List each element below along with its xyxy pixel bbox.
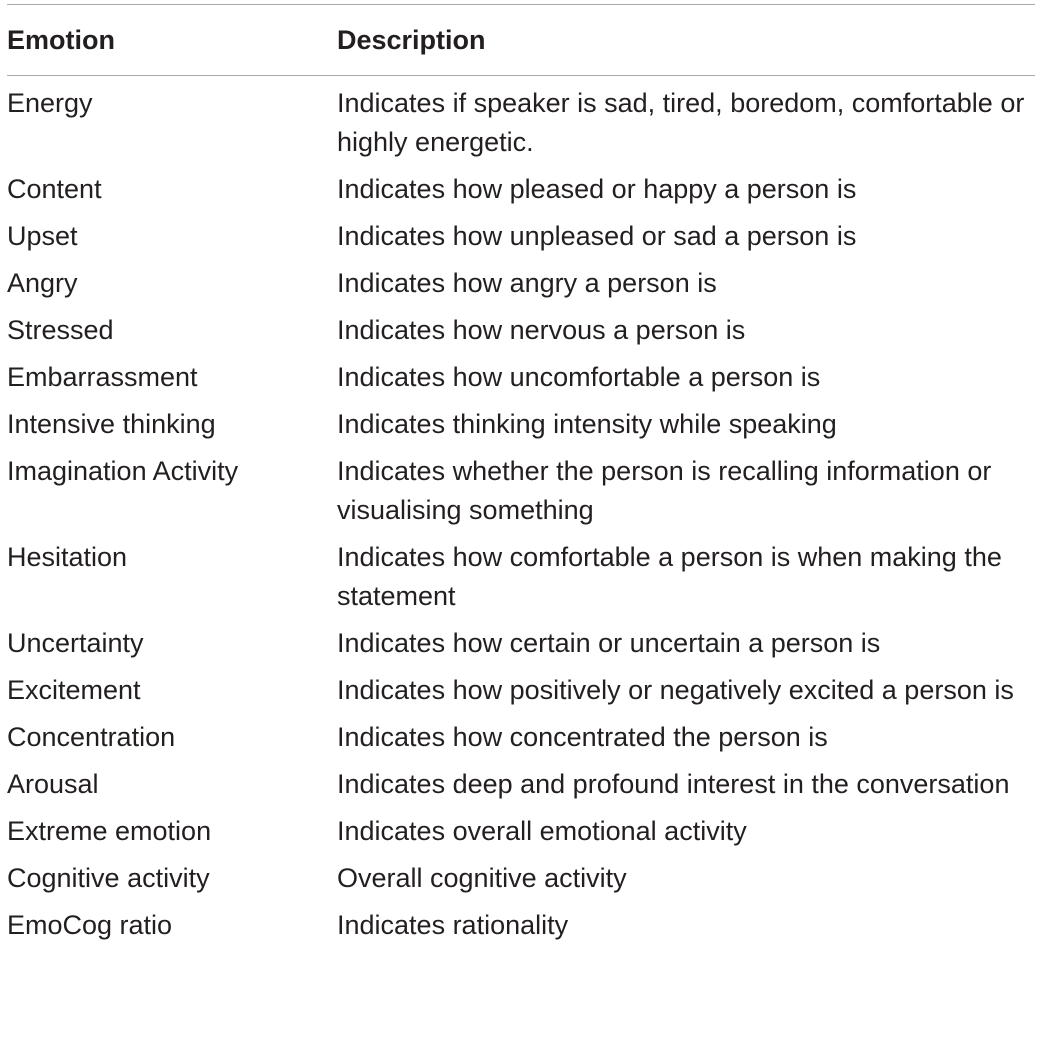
- emotion-cell: Embarrassment: [7, 362, 198, 392]
- table-row: [7, 718, 1035, 757]
- table-body: [7, 76, 1035, 945]
- description-cell: Indicates how pleased or happy a person is: [337, 174, 857, 204]
- table-row: [7, 217, 1035, 256]
- description-cell: Indicates how comfortable a person is when making the statement: [337, 542, 1002, 611]
- emotion-cell: Imagination Activity: [7, 456, 239, 486]
- header-description: Description: [337, 24, 486, 55]
- table-row: [7, 812, 1035, 851]
- description-cell: Indicates how concentrated the person is: [337, 722, 828, 752]
- table-row: [7, 311, 1035, 350]
- emotion-cell: Excitement: [7, 675, 141, 705]
- table-row: [7, 906, 1035, 945]
- description-cell: Indicates rationality: [337, 910, 569, 940]
- emotion-cell: EmoCog ratio: [7, 910, 173, 940]
- emotion-cell: Upset: [7, 221, 78, 251]
- emotion-table: [7, 4, 1035, 953]
- emotion-cell: Arousal: [7, 769, 99, 799]
- description-cell: Indicates how angry a person is: [337, 268, 717, 298]
- table-header: [7, 5, 1035, 75]
- description-cell: Overall cognitive activity: [337, 863, 627, 893]
- description-cell: Indicates deep and profound interest in the conversation: [337, 769, 1010, 799]
- emotion-cell: Cognitive activity: [7, 863, 210, 893]
- table-row: [7, 264, 1035, 303]
- emotion-cell: Intensive thinking: [7, 409, 216, 439]
- table-row: [7, 358, 1035, 397]
- emotion-cell: Content: [7, 174, 102, 204]
- description-cell: Indicates if speaker is sad, tired, boredom, comfortable or highly energetic.: [337, 88, 1025, 157]
- table-row: [7, 84, 1035, 162]
- table-row: [7, 765, 1035, 804]
- description-cell: Indicates how nervous a person is: [337, 315, 746, 345]
- table-row: [7, 671, 1035, 710]
- table-row: [7, 859, 1035, 898]
- emotion-cell: Extreme emotion: [7, 816, 212, 846]
- table-row: [7, 624, 1035, 663]
- table-row: [7, 405, 1035, 444]
- emotion-cell: Stressed: [7, 315, 114, 345]
- description-cell: Indicates whether the person is recalling information or visualising something: [337, 456, 992, 525]
- emotion-cell: Energy: [7, 88, 93, 118]
- emotion-cell: Angry: [7, 268, 78, 298]
- description-cell: Indicates how positively or negatively excited a person is: [337, 675, 1014, 705]
- emotion-cell: Uncertainty: [7, 628, 144, 658]
- table-row: [7, 170, 1035, 209]
- table-row: [7, 452, 1035, 530]
- description-cell: Indicates how certain or uncertain a person is: [337, 628, 881, 658]
- table-row: [7, 538, 1035, 616]
- description-cell: Indicates overall emotional activity: [337, 816, 747, 846]
- description-cell: Indicates how unpleased or sad a person is: [337, 221, 857, 251]
- description-cell: Indicates thinking intensity while speaking: [337, 409, 837, 439]
- header-emotion: Emotion: [7, 24, 115, 55]
- description-cell: Indicates how uncomfortable a person is: [337, 362, 821, 392]
- emotion-cell: Hesitation: [7, 542, 128, 572]
- emotion-cell: Concentration: [7, 722, 176, 752]
